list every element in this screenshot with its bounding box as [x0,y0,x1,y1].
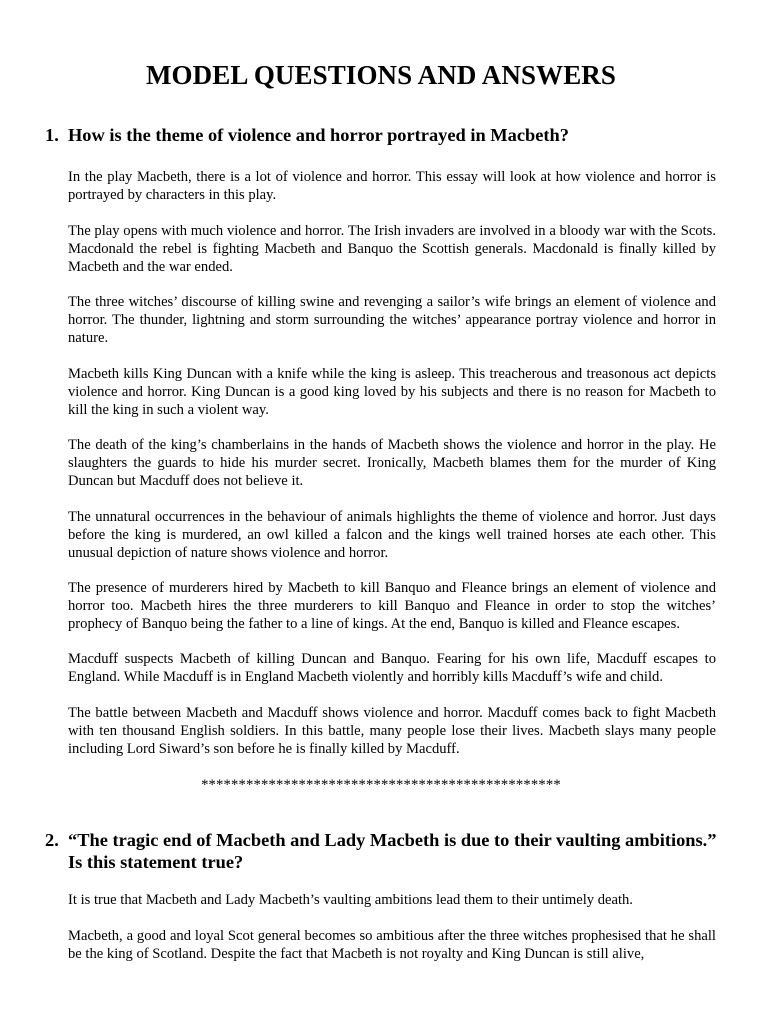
answer-2-paragraph-1: It is true that Macbeth and Lady Macbeth’s vaulting ambitions lead them to their untimely death. [68,892,633,908]
answer-1-paragraph-2: The play opens with much violence and horror. The Irish invaders are involved in a bloody war with the Scots. Macdonald the rebel is fighting Macbeth and Banquo the Scottish generals. Macdonald is finally killed by Macbeth and the war ended. [68,223,716,275]
answer-1-paragraph-3: The three witches’ discourse of killing swine and revenging a sailor’s wife brings an element of violence and horror. The thunder, lightning and storm surrounding the witches’ appearance portray violence and horror in nature. [68,294,716,346]
question-text: How is the theme of violence and horror portrayed in Macbeth? [68,125,569,145]
answer-1-paragraph-1: In the play Macbeth, there is a lot of violence and horror. This essay will look at how violence and horror is portrayed by characters in this play. [68,169,716,203]
question-2-heading [45,829,721,873]
answer-1-paragraph-8: Macduff suspects Macbeth of killing Duncan and Banquo. Fearing for his own life, Macduff escapes to England. While Macduff is in England Macbeth violently and horribly kills Macduff’s wife and child. [68,651,716,685]
answer-1-paragraph-6: The unnatural occurrences in the behaviour of animals highlights the theme of violence and horror. Just days before the king is murdered, an owl killed a falcon and the kings well trained horses ate each other. This unusual depiction of nature shows violence and horror. [68,509,716,561]
question-number: 1. [45,125,59,145]
section-separator: ************************************************ [201,777,561,793]
question-text: “The tragic end of Macbeth and Lady Macbeth is due to their vaulting ambitions.” Is this statement true? [68,830,717,872]
answer-1-paragraph-9: The battle between Macbeth and Macduff shows violence and horror. Macduff comes back to fight Macbeth with ten thousand English soldiers. In this battle, many people lose their lives. Macbeth slays many people including Lord Siward’s son before he is finally killed by Macduff. [68,705,716,757]
question-1-heading [45,124,721,146]
question-number: 2. [45,830,59,850]
page-title: MODEL QUESTIONS AND ANSWERS [145,60,617,90]
answer-2-paragraph-2: Macbeth, a good and loyal Scot general becomes so ambitious after the three witches prophesised that he shall be the king of Scotland. Despite the fact that Macbeth is not royalty and King Duncan is still alive, [68,928,716,962]
answer-1-paragraph-5: The death of the king’s chamberlains in the hands of Macbeth shows the violence and horror in the play. He slaughters the guards to hide his murder secret. Ironically, Macbeth blames them for the murder of King Duncan but Macduff does not believe it. [68,437,716,489]
answer-1-paragraph-4: Macbeth kills King Duncan with a knife while the king is asleep. This treacherous and treasonous act depicts violence and horror. King Duncan is a good king loved by his subjects and there is no reason for Macbeth to kill the king in such a violent way. [68,366,716,418]
answer-1-paragraph-7: The presence of murderers hired by Macbeth to kill Banquo and Fleance brings an element of violence and horror too. Macbeth hires the three murderers to kill Banquo and Fleance in order to stop the witches’ prophecy of Banquo being the father to a line of kings. At the end, Banquo is killed and Fleance escapes. [68,580,716,632]
